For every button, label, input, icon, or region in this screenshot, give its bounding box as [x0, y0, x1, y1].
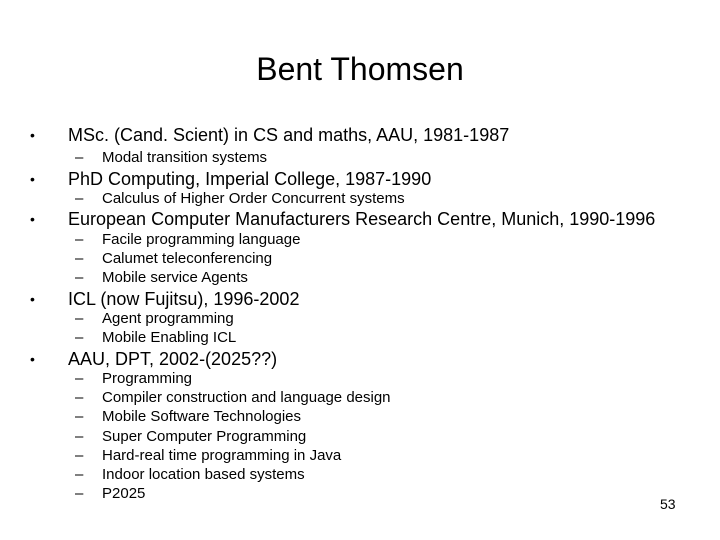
page-number: 53	[660, 496, 676, 512]
sub-marker: –	[75, 370, 84, 387]
sub-text: Facile programming language	[102, 231, 301, 248]
sub-text: Super Computer Programming	[102, 428, 307, 445]
sub-text: Modal transition systems	[102, 149, 268, 166]
sub-marker: –	[75, 310, 84, 327]
sub-marker: –	[75, 408, 84, 425]
sub-text: Hard-real time programming in Java	[102, 447, 342, 464]
bullet-text: MSc. (Cand. Scient) in CS and maths, AAU, 1981-1987	[68, 125, 510, 145]
sub-marker: –	[75, 269, 84, 286]
sub-text: P2025	[102, 485, 146, 502]
bullet-marker: •	[30, 211, 35, 227]
bullet-text: AAU, DPT, 2002-(2025??)	[68, 349, 278, 369]
bullet-marker: •	[30, 127, 35, 143]
sub-marker: –	[75, 231, 84, 248]
bullet-text: European Computer Manufacturers Research Centre, Munich, 1990-1996	[68, 209, 656, 229]
bullet-marker: •	[30, 291, 35, 307]
sub-text: Programming	[102, 370, 193, 387]
sub-marker: –	[75, 329, 84, 346]
sub-marker: –	[75, 447, 84, 464]
sub-text: Indoor location based systems	[102, 466, 305, 483]
sub-marker: –	[75, 485, 84, 502]
slide-title: Bent Thomsen	[256, 51, 464, 87]
sub-text: Mobile service Agents	[102, 269, 248, 286]
bullet-marker: •	[30, 171, 35, 187]
sub-text: Mobile Enabling ICL	[102, 329, 237, 346]
sub-marker: –	[75, 466, 84, 483]
sub-text: Compiler construction and language design	[102, 389, 391, 406]
bullet-text: ICL (now Fujitsu), 1996-2002	[68, 289, 300, 309]
sub-text: Agent programming	[102, 310, 234, 327]
sub-text: Mobile Software Technologies	[102, 408, 302, 425]
sub-marker: –	[75, 250, 84, 267]
bullet-text: PhD Computing, Imperial College, 1987-1990	[68, 169, 432, 189]
sub-marker: –	[75, 428, 84, 445]
bullet-marker: •	[30, 351, 35, 367]
sub-marker: –	[75, 190, 84, 207]
sub-marker: –	[75, 149, 84, 166]
sub-text: Calculus of Higher Order Concurrent systems	[102, 190, 405, 207]
sub-text: Calumet teleconferencing	[102, 250, 273, 267]
sub-marker: –	[75, 389, 84, 406]
